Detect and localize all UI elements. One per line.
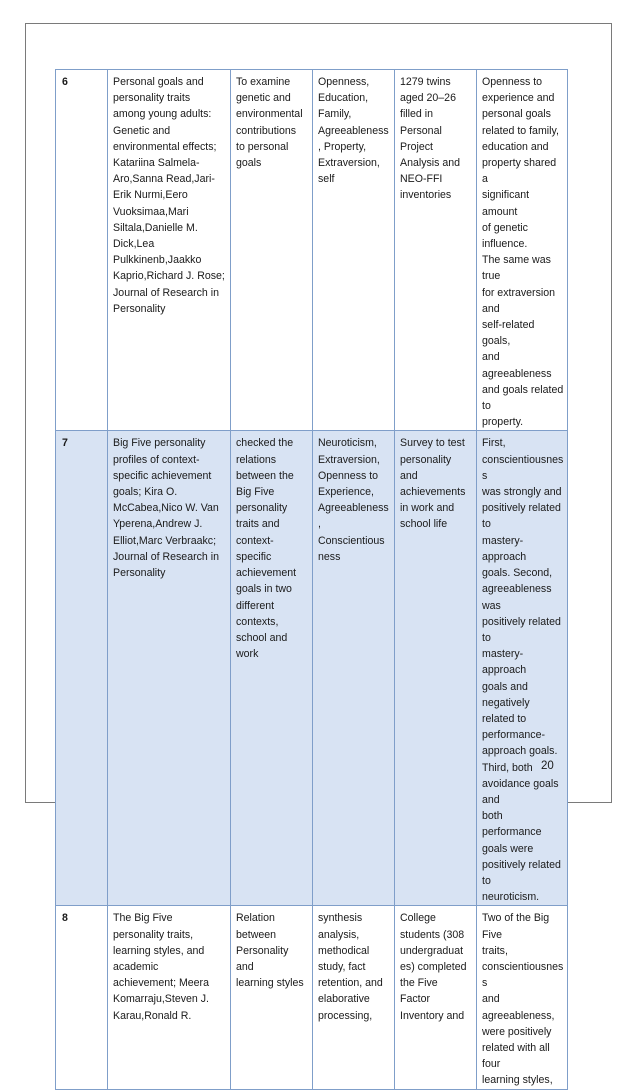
row-number-cell bbox=[56, 431, 108, 906]
study-variables-cell bbox=[313, 906, 395, 1089]
study-variables-cell bbox=[313, 70, 395, 431]
table-row bbox=[56, 906, 568, 1089]
study-findings-cell bbox=[477, 431, 568, 906]
study-sample: 1279 twins aged 20–26 filled in Personal Project Analysis and NEO-FFI inventories bbox=[400, 76, 461, 202]
row-number-cell bbox=[56, 70, 108, 431]
row-number-cell bbox=[56, 906, 108, 1089]
study-aim-cell bbox=[231, 906, 313, 1089]
study-findings: Openness to experience and personal goals related to family, education and property shared a significant amount of genetic influence. The same was true for extraversion and self-related goals, and agreeableness and goals related to property. bbox=[482, 76, 564, 429]
row-number: 8 bbox=[62, 912, 68, 925]
study-aim-cell bbox=[231, 431, 313, 906]
study-variables: Openness, Education, Family, Agreeableness , Property, Extraversion, self bbox=[318, 76, 389, 186]
study-sample-cell bbox=[395, 431, 477, 906]
literature-review-table bbox=[55, 69, 568, 1090]
study-aim: Relation between Personality and learning styles bbox=[236, 912, 304, 990]
study-variables-cell bbox=[313, 431, 395, 906]
study-title: The Big Five personality traits, learning styles, and academic achievement; Meera Komarraju,Steven J. Karau,Ronald R. bbox=[113, 912, 209, 1022]
study-aim-cell bbox=[231, 70, 313, 431]
study-title-cell bbox=[108, 906, 231, 1089]
study-aim: To examine genetic and environmental contributions to personal goals bbox=[236, 76, 303, 170]
study-variables: Neuroticism, Extraversion, Openness to Experience, Agreeableness , Conscientious ness bbox=[318, 437, 389, 563]
row-number: 7 bbox=[62, 437, 68, 450]
study-variables: synthesis analysis, methodical study, fact retention, and elaborative processing, bbox=[318, 912, 383, 1022]
study-title-cell bbox=[108, 431, 231, 906]
table-row bbox=[56, 431, 568, 906]
study-findings-cell bbox=[477, 70, 568, 431]
study-sample-cell bbox=[395, 70, 477, 431]
study-sample: College students (308 undergraduat es) completed the Five Factor Inventory and bbox=[400, 912, 467, 1022]
study-findings: Two of the Big Five traits, conscientiousness and agreeableness, were positively related with all four learning styles, bbox=[482, 912, 564, 1087]
study-title: Personal goals and personality traits among young adults: Genetic and environmental effects; Katariina Salmela- Aro,Sanna Read,Jari- Erik Nurmi,Eero Vuoksimaa,Mari Siltala,Danielle M. Dick,Lea Pulkkinenb,Jaakko Kaprio,Richard J. Rose; Journal of Research in Personality bbox=[113, 76, 225, 315]
row-number: 6 bbox=[62, 76, 68, 88]
page-number: 20 bbox=[541, 760, 554, 772]
study-title: Big Five personality profiles of context- specific achievement goals; Kira O. McCabea,Nico W. Van Yperena,Andrew J. Elliot,Marc Verbraakc; Journal of Research in Personality bbox=[113, 437, 219, 580]
study-sample: Survey to test personality and achievements in work and school life bbox=[400, 437, 466, 531]
study-findings-cell bbox=[477, 906, 568, 1089]
study-aim: checked the relations between the Big Five personality traits and context- specific achievement goals in two different contexts, school and work bbox=[236, 437, 297, 661]
table-row bbox=[56, 70, 568, 431]
study-title-cell bbox=[108, 70, 231, 431]
study-sample-cell bbox=[395, 906, 477, 1089]
study-findings: First, conscientiousness was strongly and positively related to mastery-approach goals. Second, agreeableness was positively related to mastery-approach goals and negatively related to performance- approach goals. Third, both avoidance goals and both performance goals were positively related to neuroticism. bbox=[482, 437, 564, 904]
